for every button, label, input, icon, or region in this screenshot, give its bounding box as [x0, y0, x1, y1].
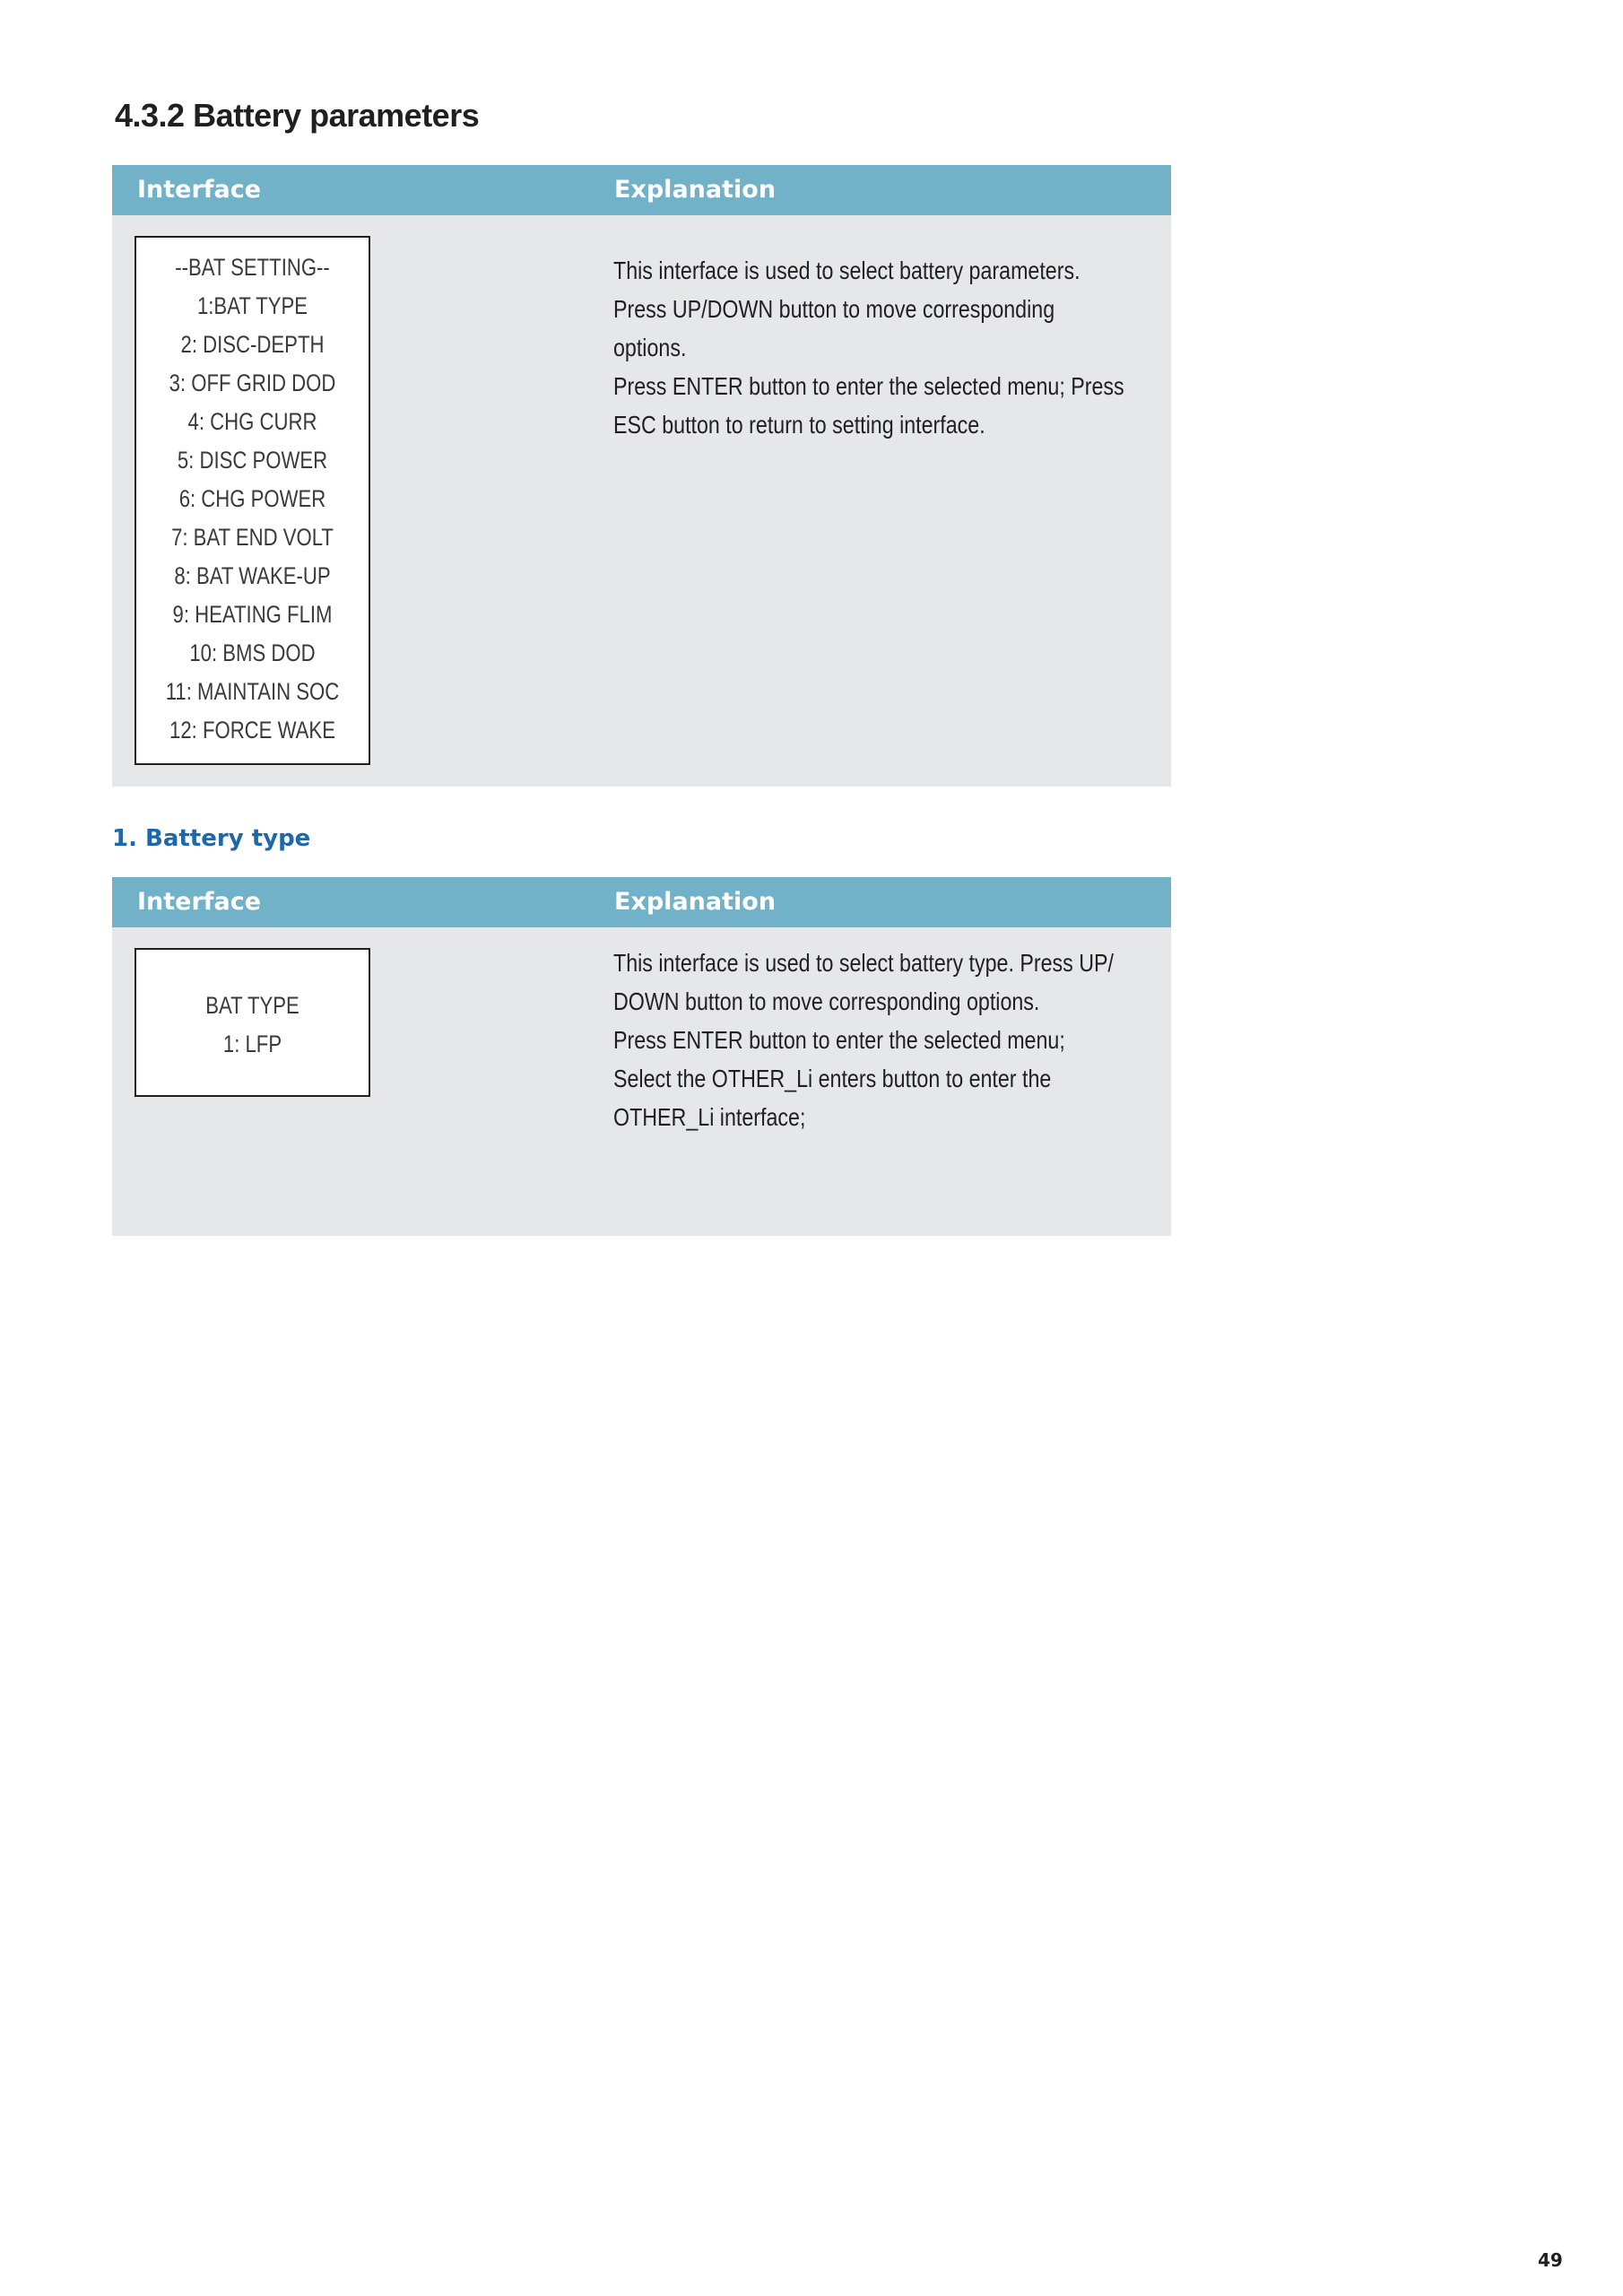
battery-type-table [112, 877, 1171, 1236]
lcd-line: 5: DISC POWER [177, 447, 328, 474]
page-number: 49 [1538, 2249, 1563, 2271]
lcd-line: 10: BMS DOD [189, 639, 316, 666]
lcd-line: 9: HEATING FLIM [172, 601, 333, 628]
explanation-line: This interface is used to select battery parameters. [613, 257, 1081, 284]
lcd-line: 1: LFP [222, 1031, 282, 1057]
lcd-line: 4: CHG CURR [187, 408, 317, 435]
column-header-interface: Interface [137, 888, 262, 916]
lcd-line: 8: BAT WAKE-UP [174, 562, 331, 589]
explanation-line: This interface is used to select battery type. Press UP/ [613, 949, 1115, 977]
explanation-line: options. [613, 334, 687, 361]
explanation-line: OTHER_Li interface; [613, 1103, 806, 1131]
section-title: 4.3.2 Battery parameters [115, 97, 480, 134]
lcd-line: BAT TYPE [205, 992, 299, 1019]
battery-parameters-table [112, 165, 1171, 787]
explanation-line: Press UP/DOWN button to move corresponding [613, 295, 1055, 323]
lcd-line: 7: BAT END VOLT [171, 524, 334, 551]
column-header-explanation: Explanation [614, 176, 777, 204]
lcd-screen-bat-setting [135, 236, 370, 765]
explanation-line: Select the OTHER_Li enters button to enter the [613, 1065, 1052, 1092]
explanation-line: DOWN button to move corresponding options. [613, 987, 1040, 1015]
lcd-line: 1:BAT TYPE [196, 292, 308, 319]
explanation-line: Press ENTER button to enter the selected menu; [613, 1026, 1065, 1054]
lcd-line: 12: FORCE WAKE [169, 717, 335, 744]
lcd-screen-bat-type [135, 948, 370, 1097]
explanation-line: ESC button to return to setting interface. [613, 411, 985, 439]
explanation-text [613, 944, 1151, 1136]
lcd-line: 11: MAINTAIN SOC [165, 678, 340, 705]
lcd-line: --BAT SETTING-- [175, 254, 330, 281]
table-header [112, 877, 1171, 927]
lcd-line: 3: OFF GRID DOD [169, 370, 336, 396]
lcd-line: 6: CHG POWER [178, 485, 326, 512]
explanation-text [613, 251, 1151, 444]
table-header [112, 165, 1171, 215]
lcd-line: 2: DISC-DEPTH [180, 331, 325, 358]
subheading-battery-type: 1. Battery type [112, 825, 311, 852]
column-header-explanation: Explanation [614, 888, 777, 916]
explanation-line: Press ENTER button to enter the selected menu; Press [613, 372, 1124, 400]
column-header-interface: Interface [137, 176, 262, 204]
